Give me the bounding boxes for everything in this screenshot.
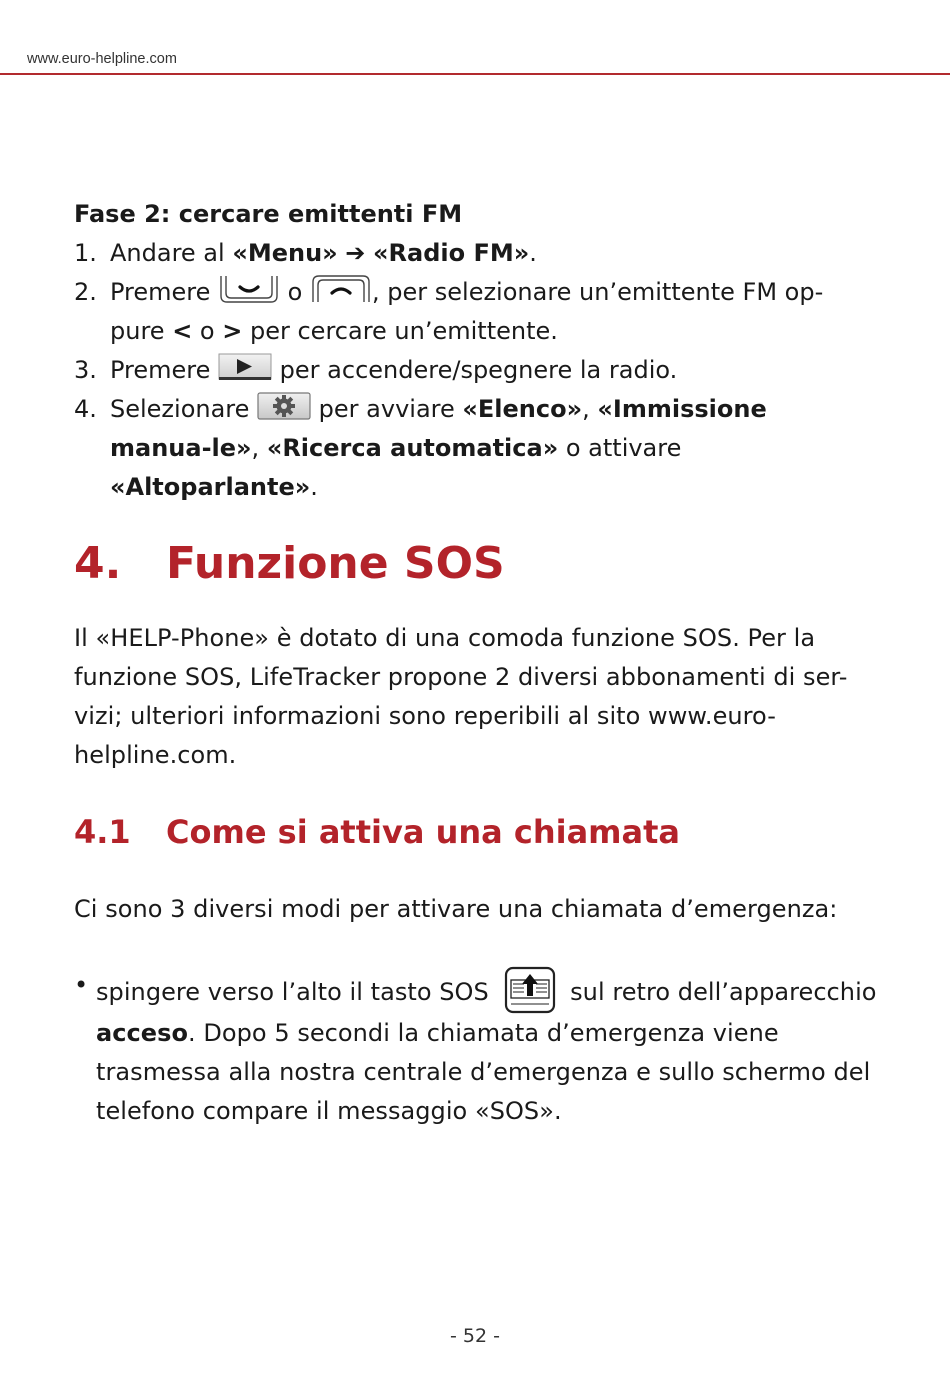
left-key-label: < (172, 317, 193, 345)
step-text: o (280, 278, 310, 306)
step-text: Andare al (110, 239, 233, 267)
section-title: Funzione SOS (166, 538, 505, 589)
step-3 (74, 351, 874, 390)
subsection-number: 4.1 (74, 813, 131, 851)
bullet-dot: • (74, 971, 89, 999)
step-text: per accendere/spegnere la radio. (272, 356, 678, 384)
step-number: 1. (74, 239, 97, 267)
subsection-heading (74, 812, 680, 852)
phase-heading: Fase 2: cercare emittenti FM (74, 200, 463, 228)
arrow-right-icon: ➔ (345, 239, 366, 267)
acceso-label: acceso (96, 1019, 188, 1047)
step-1 (74, 234, 874, 273)
subsection-intro: Ci sono 3 diversi modi per attivare una chiamata d’emergenza: (74, 895, 838, 923)
sos-slide-key-icon (504, 966, 556, 1014)
step-text: Premere (110, 356, 219, 384)
step-text: . (529, 239, 537, 267)
radio-fm-label: «Radio FM» (373, 239, 530, 267)
bullet-text: sul retro dell’apparecchio (562, 978, 877, 1006)
section-number: 4. (74, 538, 122, 589)
step-text: per cercare un’emittente. (242, 317, 558, 345)
step-text: , (251, 434, 267, 462)
step-number: 2. (74, 278, 97, 306)
header-rule (0, 73, 950, 75)
right-key-label: > (222, 317, 243, 345)
subsection-title: Come si attiva una chiamata (166, 813, 680, 851)
elenco-label: «Elenco» (462, 395, 583, 423)
bullet-text: spingere verso l’alto il tasto SOS (96, 978, 497, 1006)
step-text: . (310, 473, 318, 501)
key-up-icon (310, 274, 372, 304)
step-4 (74, 390, 874, 507)
ricerca-automatica-label: «Ricerca automatica» (266, 434, 559, 462)
steps-list (74, 234, 874, 507)
immissione-manuale-label: «Immissione manua-le» (110, 395, 767, 462)
header-url: www.euro-helpline.com (27, 51, 177, 67)
step-text: , per selezionare un’emittente FM op-pure (110, 278, 824, 345)
step-text: per avviare (311, 395, 463, 423)
section-paragraph: Il «HELP-Phone» è dotato di una comoda funzione SOS. Per la funzione SOS, LifeTracker propone 2 diversi abbonamenti di ser-vizi; ulteriori informazioni sono reperibili al sito www.euro-helpline.com. (74, 624, 848, 769)
step-text: o attivare (558, 434, 682, 462)
settings-key-icon (257, 391, 311, 421)
bullet-text: . Dopo 5 secondi la chiamata d’emergenza viene trasmessa alla nostra centrale d’emergenza e sullo schermo del telefono compare il messaggio «SOS». (96, 1019, 871, 1125)
step-text: Selezionare (110, 395, 258, 423)
page-number: - 52 - (450, 1325, 500, 1347)
altoparlante-label: «Altoparlante» (110, 473, 311, 501)
bullet-item (74, 966, 894, 1131)
menu-label: «Menu» (232, 239, 338, 267)
section-heading (74, 538, 505, 590)
key-down-icon (218, 274, 280, 304)
step-text: o (192, 317, 223, 345)
step-number: 4. (74, 395, 97, 423)
play-key-icon (218, 352, 272, 382)
step-text: , (582, 395, 598, 423)
step-2 (74, 273, 874, 351)
step-text: Premere (110, 278, 219, 306)
step-number: 3. (74, 356, 97, 384)
phase-block (74, 195, 874, 507)
